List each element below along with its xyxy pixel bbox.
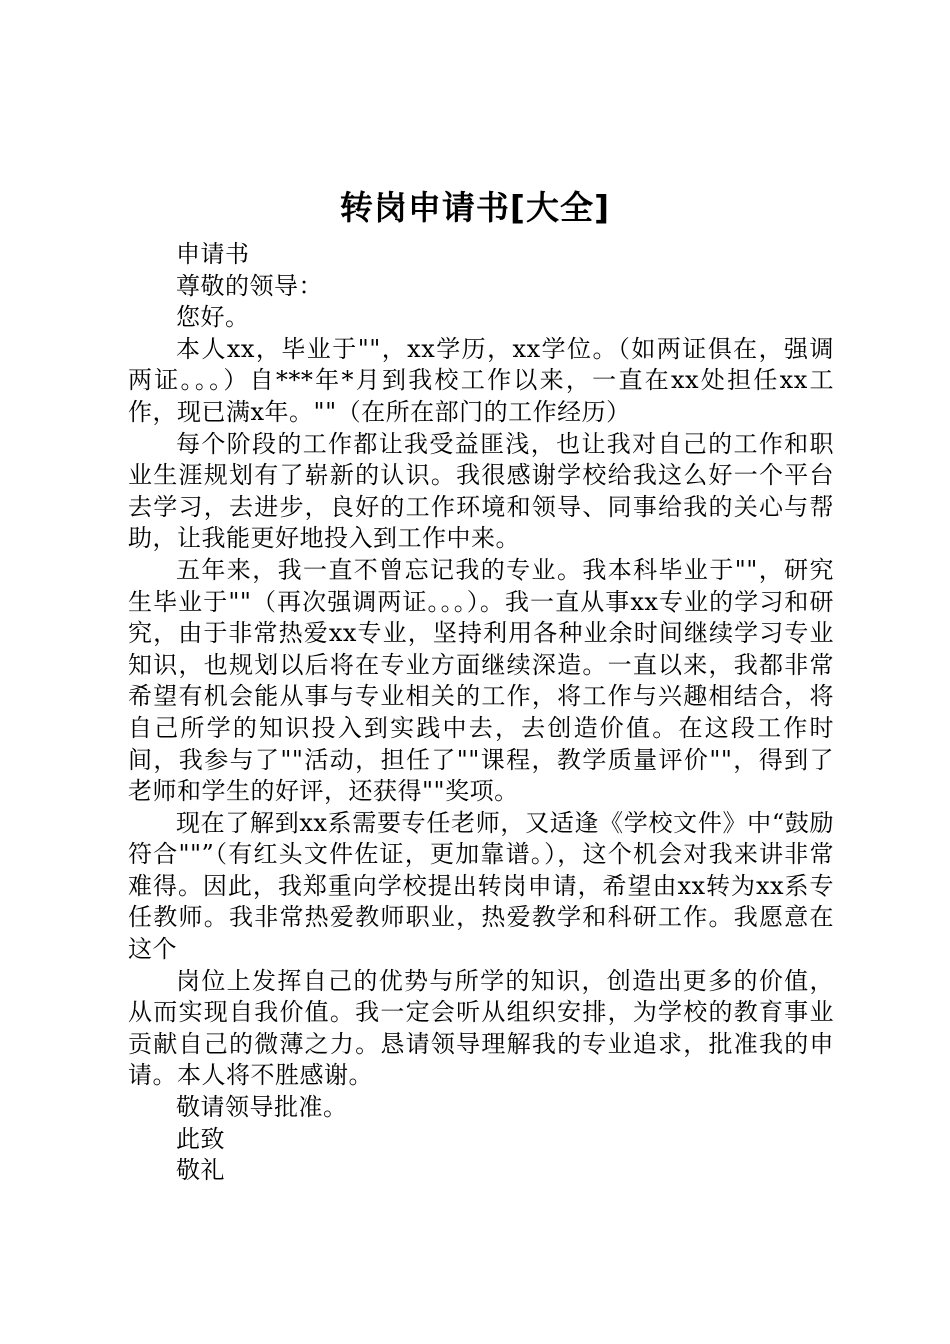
paragraph-closing-2: 敬礼 <box>176 1156 225 1185</box>
paragraph-major: 五年来，我一直不曾忘记我的专业。我本科毕业于""，研究生毕业于""（再次强调两证。。。）。我一直从事xx专业的学习和研究，由于非常热爱xx专业，坚持利用各种业余时间继续学习专业知识，也规划以后将在专业方面继续深造。一直以来，我都非常希望有机会能从事与专业相关的工作，将工作与兴趣相结合，将自己所学的知识投入到实践中去，去创造价值。在这段工作时间，我参与了""活动，担任了""课程，教学质量评价""，得到了老师和学生的好评，还获得""奖项。 <box>128 555 834 806</box>
document-body <box>128 239 834 1187</box>
paragraph-introduction: 本人xx，毕业于""，xx学历，xx学位。（如两证俱在，强调两证。。。）自***年*月到我校工作以来，一直在xx处担任xx工作，现已满x年。""（在所在部门的工作经历） <box>128 334 834 426</box>
document-title: 转岗申请书[大全] <box>339 188 611 227</box>
paragraph-commitment: 岗位上发挥自己的优势与所学的知识，创造出更多的价值，从而实现自我价值。我一定会听从组织安排，为学校的教育事业贡献自己的微薄之力。恳请领导理解我的专业追求，批准我的申请。本人将不胜感谢。 <box>128 966 834 1090</box>
paragraph-gratitude: 每个阶段的工作都让我受益匪浅，也让我对自己的工作和职业生涯规划有了崭新的认识。我很感谢学校给我这么好一个平台去学习，去进步，良好的工作环境和领导、同事给我的关心与帮助，让我能更好地投入到工作中来。 <box>128 429 834 553</box>
paragraph-request: 敬请领导批准。 <box>176 1093 348 1122</box>
paragraph-heading: 申请书 <box>176 240 250 268</box>
paragraph-salutation: 尊敬的领导： <box>176 271 323 300</box>
paragraph-opportunity: 现在了解到xx系需要专任老师，又适逢《学校文件》中“鼓励符合""”（有红头文件佐证，更加靠谱。），这个机会对我来讲非常难得。因此，我郑重向学校提出转岗申请，希望由xx转为xx系专任教师。我非常热爱教师职业，热爱教学和科研工作。我愿意在这个 <box>128 808 834 964</box>
paragraph-closing-1: 此致 <box>176 1124 225 1153</box>
paragraph-greeting: 您好。 <box>176 303 250 332</box>
